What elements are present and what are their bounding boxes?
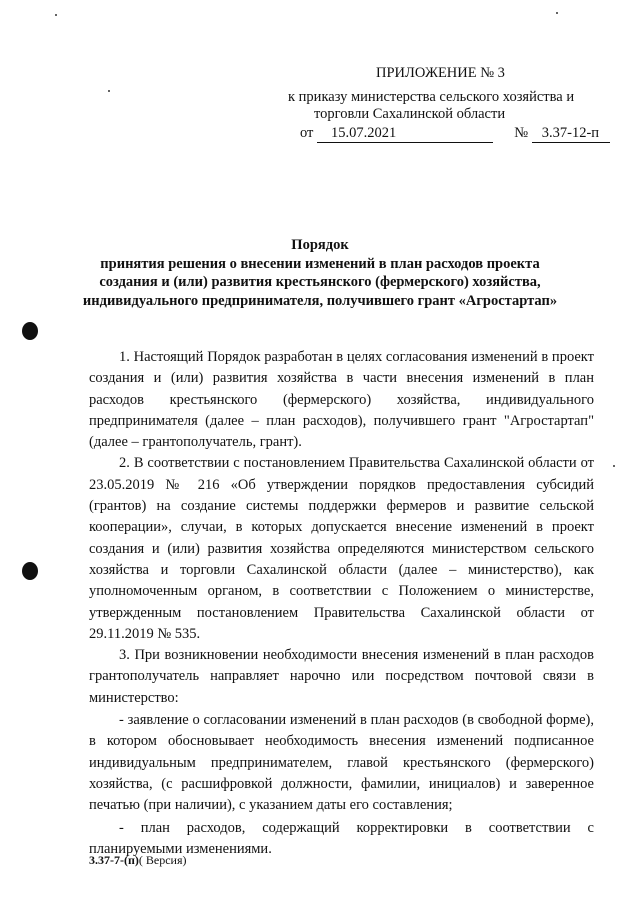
- annex-date-number-line: [300, 124, 610, 143]
- punch-hole-mark: [22, 322, 38, 340]
- paragraph-3: 3. При возникновении необходимости внесения изменений в план расходов грантополучатель направляет нарочно или посредством почтовой связи в министерство:: [89, 647, 594, 706]
- document-body: [89, 347, 594, 860]
- annex-from-label: от: [300, 125, 314, 141]
- title-line-3: создания и (или) развития крестьянского (фермерского) хозяйства,: [99, 274, 541, 290]
- annex-number: 3.37-12-п: [532, 125, 610, 143]
- annex-number-label: №: [514, 125, 529, 141]
- scan-speck: [613, 465, 615, 467]
- scan-speck: [108, 90, 110, 92]
- paragraph-4: - заявление о согласовании изменений в план расходов (в свободной форме), в котором обосновывает необходимость внесения изменений подписанное индивидуальным предпринимателем, главой крестьянского (фермерского) хозяйства, (с расшифровкой должности, фамилии, инициалов) и заверенное печатью (при наличии), с указанием даты его составления;: [89, 712, 594, 814]
- footer-version: ( Версия): [138, 853, 187, 867]
- title-line-4: индивидуального предпринимателя, получившего грант «Агростартап»: [82, 292, 558, 309]
- document-footer: [89, 853, 187, 868]
- paragraph-1: 1. Настоящий Порядок разработан в целях согласования изменений в проект создания и (или) развития хозяйства в части внесения изменений в план расходов крестьянского (фермерского) хозяйства, индивидуального предпринимателя (далее – план расходов), получившего грант "Агростартап" (далее – грантополучатель, грант).: [89, 349, 594, 451]
- annex-date: 15.07.2021: [317, 125, 493, 143]
- annex-region-line: торговли Сахалинской области: [314, 106, 506, 122]
- document-title: [60, 236, 580, 310]
- scan-speck: [556, 12, 558, 14]
- scan-speck: [55, 14, 57, 16]
- title-line-1: Порядок: [291, 237, 349, 253]
- title-line-2: принятия решения о внесении изменений в план расходов проекта: [100, 255, 540, 272]
- punch-hole-mark: [22, 562, 38, 580]
- annex-title: ПРИЛОЖЕНИЕ № 3: [376, 65, 505, 81]
- footer-code: 3.37-7-(п): [89, 853, 139, 867]
- paragraph-2: 2. В соответствии с постановлением Правительства Сахалинской области от 23.05.2019 № 216 «Об утверждении порядков предоставления субсидий (грантов) на создание системы поддержки фермеров и развитие сельской кооперации», случаи, в которых допускается внесение изменений в проект создания и (или) развития хозяйства определяются министерством сельского хозяйства и торговли Сахалинской области (далее – министерство), как уполномоченным органом, в соответствии с Положением о министерстве, утвержденным постановлением Правительства Сахалинской области от 29.11.2019 № 535.: [89, 455, 594, 642]
- paragraph-5: - план расходов, содержащий корректировки в соответствии с планируемыми изменениями.: [89, 819, 594, 857]
- annex-order-line: к приказу министерства сельского хозяйства и: [288, 89, 575, 105]
